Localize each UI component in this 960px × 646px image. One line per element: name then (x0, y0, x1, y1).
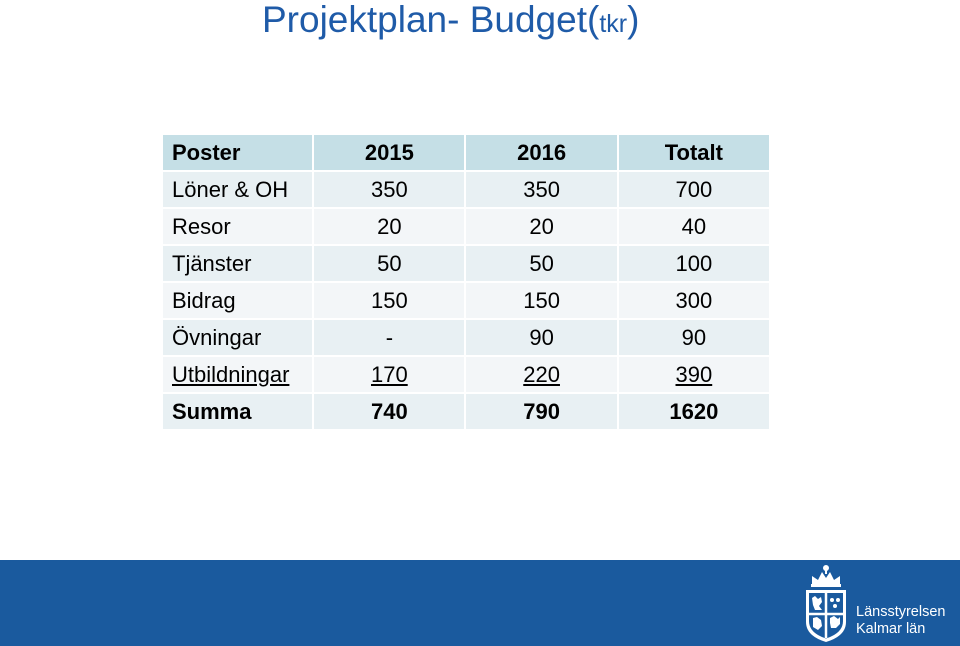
slide-title-end: ) (627, 0, 640, 40)
cell-2015: 350 (371, 176, 408, 202)
cell-totalt: 300 (675, 287, 713, 313)
slide-title-main: Projektplan- Budget( (262, 0, 600, 40)
budget-table (161, 133, 771, 431)
logo-text (856, 604, 945, 638)
table-sum-row (163, 394, 769, 429)
cell-2015: 50 (377, 250, 402, 276)
column-header-2015: 2015 (364, 139, 414, 165)
coat-of-arms-icon (800, 564, 852, 644)
column-header-poster: Poster (172, 139, 241, 165)
cell-totalt: 700 (675, 176, 713, 202)
cell-totalt: 40 (681, 213, 707, 239)
cell-2016: 90 (529, 324, 554, 350)
cell-2016: 350 (523, 176, 560, 202)
slide-title (262, 0, 639, 44)
slide-title-unit: tkr (599, 10, 628, 38)
column-header-2016: 2016 (517, 139, 567, 165)
table-row (163, 283, 769, 318)
cell-2016: 20 (529, 213, 554, 239)
table-row (163, 357, 769, 392)
row-label: Tjänster (172, 250, 252, 276)
cell-2015: 170 (371, 361, 408, 387)
sum-2016: 790 (523, 398, 560, 424)
cell-2015: 150 (371, 287, 408, 313)
row-label: Utbildningar (172, 361, 290, 387)
sum-2015: 740 (371, 398, 408, 424)
lansstyrelsen-logo (800, 564, 950, 644)
cell-2016: 220 (523, 361, 560, 387)
sum-totalt: 1620 (669, 398, 719, 424)
cell-totalt: 90 (681, 324, 707, 350)
cell-totalt: 100 (675, 250, 713, 276)
logo-line-2: Kalmar län (856, 621, 926, 637)
table-row (163, 172, 769, 207)
table-row (163, 246, 769, 281)
cell-totalt: 390 (675, 361, 713, 387)
cell-2015: - (385, 324, 394, 350)
cell-2016: 50 (529, 250, 554, 276)
cell-2015: 20 (377, 213, 402, 239)
logo-line-1: Länsstyrelsen (856, 604, 946, 620)
column-header-totalt: Totalt (664, 139, 723, 165)
table-row (163, 320, 769, 355)
cell-2016: 150 (523, 287, 560, 313)
table-row (163, 209, 769, 244)
row-label: Löner & OH (172, 176, 289, 202)
table-header-row (163, 135, 769, 170)
row-label: Övningar (172, 324, 262, 350)
row-label: Bidrag (172, 287, 236, 313)
sum-label: Summa (172, 398, 252, 424)
row-label: Resor (172, 213, 231, 239)
